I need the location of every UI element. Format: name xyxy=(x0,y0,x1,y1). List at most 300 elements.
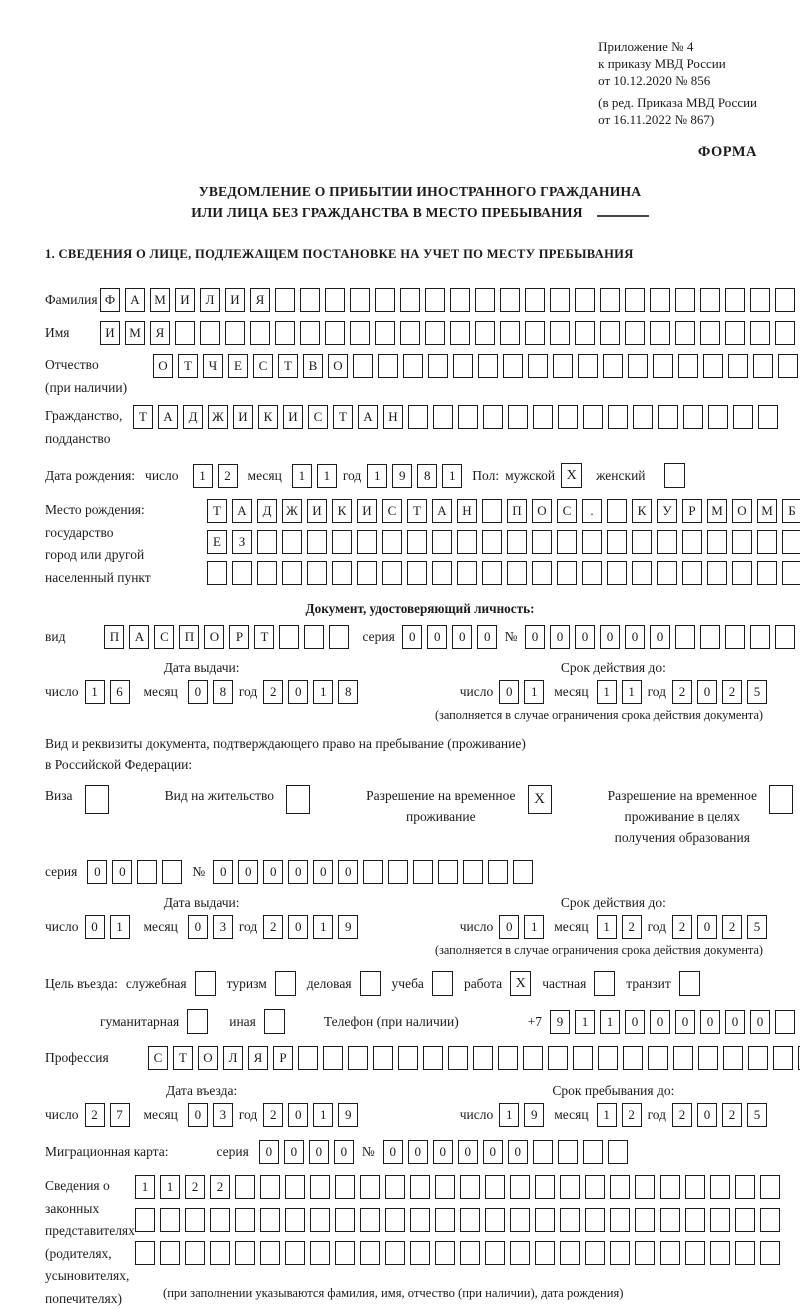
char-cell[interactable] xyxy=(675,288,695,312)
char-cell[interactable]: Н xyxy=(457,499,477,523)
char-cell[interactable] xyxy=(675,625,695,649)
char-cell[interactable] xyxy=(550,321,570,345)
char-cell[interactable] xyxy=(388,860,408,884)
char-cell[interactable] xyxy=(660,1175,680,1199)
char-cell[interactable] xyxy=(382,561,402,585)
char-cell[interactable]: 1 xyxy=(597,915,617,939)
char-cell[interactable]: 9 xyxy=(550,1010,570,1034)
char-cell[interactable] xyxy=(735,1175,755,1199)
char-cell[interactable] xyxy=(703,354,723,378)
char-cell[interactable] xyxy=(623,1046,643,1070)
char-cell[interactable] xyxy=(408,405,428,429)
char-cell[interactable]: 2 xyxy=(622,915,642,939)
char-cell[interactable] xyxy=(773,1046,793,1070)
char-cell[interactable] xyxy=(260,1208,280,1232)
char-cell[interactable] xyxy=(475,288,495,312)
char-cell[interactable] xyxy=(750,288,770,312)
doc-issue-day[interactable] xyxy=(85,680,130,704)
char-cell[interactable] xyxy=(453,354,473,378)
char-cell[interactable] xyxy=(360,1175,380,1199)
char-cell[interactable] xyxy=(582,561,602,585)
legal-reps-input-row3[interactable] xyxy=(135,1241,780,1265)
stay-until-month[interactable] xyxy=(597,1103,642,1127)
char-cell[interactable] xyxy=(610,1241,630,1265)
char-cell[interactable] xyxy=(675,321,695,345)
char-cell[interactable] xyxy=(403,354,423,378)
char-cell[interactable]: 2 xyxy=(85,1103,105,1127)
char-cell[interactable] xyxy=(535,1241,555,1265)
char-cell[interactable] xyxy=(653,354,673,378)
char-cell[interactable] xyxy=(735,1241,755,1265)
residence-issue-year[interactable] xyxy=(263,915,358,939)
char-cell[interactable] xyxy=(307,530,327,554)
char-cell[interactable]: 2 xyxy=(263,680,283,704)
purpose-humanitarian-checkbox[interactable] xyxy=(187,1009,208,1034)
char-cell[interactable] xyxy=(438,860,458,884)
purpose-transit-checkbox[interactable] xyxy=(679,971,700,996)
char-cell[interactable] xyxy=(335,1175,355,1199)
char-cell[interactable] xyxy=(583,1140,603,1164)
char-cell[interactable] xyxy=(585,1175,605,1199)
residence-expiry-month[interactable] xyxy=(597,915,642,939)
char-cell[interactable] xyxy=(257,561,277,585)
char-cell[interactable] xyxy=(323,1046,343,1070)
char-cell[interactable] xyxy=(207,561,227,585)
char-cell[interactable] xyxy=(162,860,182,884)
char-cell[interactable] xyxy=(507,561,527,585)
char-cell[interactable] xyxy=(648,1046,668,1070)
char-cell[interactable]: 0 xyxy=(600,625,620,649)
char-cell[interactable] xyxy=(360,1241,380,1265)
char-cell[interactable] xyxy=(775,288,795,312)
char-cell[interactable] xyxy=(557,530,577,554)
char-cell[interactable] xyxy=(463,860,483,884)
char-cell[interactable]: 0 xyxy=(508,1140,528,1164)
residence-number-input[interactable] xyxy=(213,860,533,884)
char-cell[interactable]: 0 xyxy=(259,1140,279,1164)
char-cell[interactable] xyxy=(235,1241,255,1265)
char-cell[interactable] xyxy=(460,1208,480,1232)
char-cell[interactable]: К xyxy=(258,405,278,429)
char-cell[interactable]: А xyxy=(432,499,452,523)
char-cell[interactable] xyxy=(700,625,720,649)
char-cell[interactable]: 0 xyxy=(263,860,283,884)
char-cell[interactable] xyxy=(425,321,445,345)
char-cell[interactable] xyxy=(632,530,652,554)
purpose-private-checkbox[interactable] xyxy=(594,971,615,996)
char-cell[interactable]: . xyxy=(582,499,602,523)
char-cell[interactable] xyxy=(435,1241,455,1265)
sex-female-checkbox[interactable] xyxy=(664,463,685,488)
char-cell[interactable]: 0 xyxy=(284,1140,304,1164)
char-cell[interactable]: С xyxy=(557,499,577,523)
char-cell[interactable]: 9 xyxy=(392,464,412,488)
char-cell[interactable] xyxy=(485,1241,505,1265)
char-cell[interactable]: Р xyxy=(682,499,702,523)
char-cell[interactable]: 0 xyxy=(288,1103,308,1127)
char-cell[interactable] xyxy=(725,288,745,312)
char-cell[interactable] xyxy=(185,1208,205,1232)
char-cell[interactable]: П xyxy=(507,499,527,523)
char-cell[interactable]: 0 xyxy=(499,915,519,939)
char-cell[interactable] xyxy=(275,321,295,345)
char-cell[interactable]: О xyxy=(153,354,173,378)
char-cell[interactable] xyxy=(329,625,349,649)
char-cell[interactable] xyxy=(488,860,508,884)
char-cell[interactable]: 1 xyxy=(110,915,130,939)
char-cell[interactable]: О xyxy=(732,499,752,523)
char-cell[interactable]: 1 xyxy=(524,680,544,704)
char-cell[interactable]: 2 xyxy=(722,680,742,704)
char-cell[interactable]: 0 xyxy=(338,860,358,884)
legal-reps-input-row1[interactable] xyxy=(135,1175,780,1199)
char-cell[interactable] xyxy=(733,405,753,429)
char-cell[interactable]: 0 xyxy=(433,1140,453,1164)
char-cell[interactable]: В xyxy=(303,354,323,378)
char-cell[interactable] xyxy=(400,288,420,312)
char-cell[interactable] xyxy=(432,530,452,554)
char-cell[interactable] xyxy=(707,561,727,585)
char-cell[interactable] xyxy=(633,405,653,429)
char-cell[interactable] xyxy=(757,561,777,585)
char-cell[interactable] xyxy=(285,1241,305,1265)
char-cell[interactable] xyxy=(707,530,727,554)
char-cell[interactable] xyxy=(510,1208,530,1232)
char-cell[interactable]: У xyxy=(657,499,677,523)
char-cell[interactable]: 2 xyxy=(263,915,283,939)
char-cell[interactable] xyxy=(685,1175,705,1199)
char-cell[interactable]: 1 xyxy=(292,464,312,488)
char-cell[interactable]: Т xyxy=(278,354,298,378)
char-cell[interactable] xyxy=(378,354,398,378)
residence-expiry-year[interactable] xyxy=(672,915,767,939)
sex-male-checkbox[interactable]: X xyxy=(561,463,582,488)
phone-input[interactable] xyxy=(550,1010,795,1034)
char-cell[interactable] xyxy=(385,1175,405,1199)
char-cell[interactable]: 0 xyxy=(188,1103,208,1127)
char-cell[interactable]: 0 xyxy=(725,1010,745,1034)
char-cell[interactable] xyxy=(750,321,770,345)
char-cell[interactable] xyxy=(137,860,157,884)
char-cell[interactable]: 0 xyxy=(288,860,308,884)
char-cell[interactable] xyxy=(760,1241,780,1265)
char-cell[interactable] xyxy=(723,1046,743,1070)
char-cell[interactable] xyxy=(160,1208,180,1232)
char-cell[interactable] xyxy=(583,405,603,429)
entry-year[interactable] xyxy=(263,1103,358,1127)
residence-issue-month[interactable] xyxy=(188,915,233,939)
char-cell[interactable] xyxy=(398,1046,418,1070)
doc-number-input[interactable] xyxy=(525,625,795,649)
char-cell[interactable]: С xyxy=(148,1046,168,1070)
char-cell[interactable]: 3 xyxy=(213,1103,233,1127)
name-input[interactable] xyxy=(100,321,795,345)
char-cell[interactable] xyxy=(775,625,795,649)
char-cell[interactable]: Д xyxy=(257,499,277,523)
char-cell[interactable] xyxy=(710,1208,730,1232)
char-cell[interactable]: Я xyxy=(150,321,170,345)
char-cell[interactable] xyxy=(485,1175,505,1199)
char-cell[interactable]: И xyxy=(233,405,253,429)
char-cell[interactable] xyxy=(285,1208,305,1232)
purpose-tourism-checkbox[interactable] xyxy=(275,971,296,996)
char-cell[interactable] xyxy=(528,354,548,378)
char-cell[interactable] xyxy=(578,354,598,378)
char-cell[interactable] xyxy=(225,321,245,345)
char-cell[interactable] xyxy=(550,288,570,312)
char-cell[interactable] xyxy=(682,561,702,585)
char-cell[interactable] xyxy=(778,354,798,378)
char-cell[interactable] xyxy=(357,530,377,554)
char-cell[interactable]: 0 xyxy=(477,625,497,649)
purpose-business-checkbox[interactable] xyxy=(360,971,381,996)
char-cell[interactable] xyxy=(760,1208,780,1232)
char-cell[interactable]: 2 xyxy=(722,1103,742,1127)
char-cell[interactable] xyxy=(585,1208,605,1232)
birth-place-input-row1[interactable] xyxy=(207,499,800,523)
char-cell[interactable] xyxy=(732,530,752,554)
birth-place-input-row2[interactable] xyxy=(207,530,800,554)
char-cell[interactable]: 2 xyxy=(672,1103,692,1127)
char-cell[interactable] xyxy=(235,1208,255,1232)
char-cell[interactable]: 1 xyxy=(597,680,617,704)
char-cell[interactable] xyxy=(600,288,620,312)
char-cell[interactable] xyxy=(413,860,433,884)
char-cell[interactable]: 1 xyxy=(597,1103,617,1127)
char-cell[interactable] xyxy=(335,1241,355,1265)
char-cell[interactable]: Т xyxy=(133,405,153,429)
char-cell[interactable] xyxy=(478,354,498,378)
char-cell[interactable] xyxy=(450,321,470,345)
char-cell[interactable] xyxy=(304,625,324,649)
char-cell[interactable]: 5 xyxy=(747,680,767,704)
char-cell[interactable] xyxy=(700,288,720,312)
char-cell[interactable]: 0 xyxy=(550,625,570,649)
char-cell[interactable] xyxy=(523,1046,543,1070)
char-cell[interactable] xyxy=(558,1140,578,1164)
char-cell[interactable] xyxy=(560,1208,580,1232)
char-cell[interactable]: 0 xyxy=(313,860,333,884)
char-cell[interactable]: Д xyxy=(183,405,203,429)
char-cell[interactable]: О xyxy=(204,625,224,649)
char-cell[interactable] xyxy=(760,1175,780,1199)
char-cell[interactable]: И xyxy=(225,288,245,312)
char-cell[interactable]: 0 xyxy=(402,625,422,649)
char-cell[interactable] xyxy=(553,354,573,378)
char-cell[interactable] xyxy=(635,1175,655,1199)
char-cell[interactable] xyxy=(600,321,620,345)
char-cell[interactable]: 2 xyxy=(722,915,742,939)
char-cell[interactable] xyxy=(298,1046,318,1070)
char-cell[interactable]: Я xyxy=(250,288,270,312)
char-cell[interactable] xyxy=(432,561,452,585)
char-cell[interactable] xyxy=(235,1175,255,1199)
char-cell[interactable] xyxy=(503,354,523,378)
char-cell[interactable]: 0 xyxy=(697,1103,717,1127)
char-cell[interactable]: 0 xyxy=(452,625,472,649)
char-cell[interactable]: 0 xyxy=(112,860,132,884)
char-cell[interactable]: 1 xyxy=(160,1175,180,1199)
char-cell[interactable]: 2 xyxy=(210,1175,230,1199)
char-cell[interactable]: К xyxy=(332,499,352,523)
char-cell[interactable]: 0 xyxy=(750,1010,770,1034)
char-cell[interactable]: А xyxy=(125,288,145,312)
char-cell[interactable]: М xyxy=(707,499,727,523)
char-cell[interactable] xyxy=(257,530,277,554)
char-cell[interactable]: Ж xyxy=(282,499,302,523)
entry-month[interactable] xyxy=(188,1103,233,1127)
stay-until-year[interactable] xyxy=(672,1103,767,1127)
char-cell[interactable]: 0 xyxy=(288,915,308,939)
char-cell[interactable] xyxy=(428,354,448,378)
char-cell[interactable] xyxy=(310,1175,330,1199)
char-cell[interactable]: 2 xyxy=(672,915,692,939)
char-cell[interactable]: 9 xyxy=(524,1103,544,1127)
char-cell[interactable]: 1 xyxy=(575,1010,595,1034)
char-cell[interactable] xyxy=(510,1175,530,1199)
profession-input[interactable] xyxy=(148,1046,800,1070)
char-cell[interactable] xyxy=(508,405,528,429)
char-cell[interactable] xyxy=(410,1241,430,1265)
char-cell[interactable] xyxy=(285,1175,305,1199)
doc-issue-year[interactable] xyxy=(263,680,358,704)
char-cell[interactable] xyxy=(678,354,698,378)
char-cell[interactable]: 0 xyxy=(188,680,208,704)
char-cell[interactable] xyxy=(373,1046,393,1070)
char-cell[interactable]: А xyxy=(358,405,378,429)
char-cell[interactable]: 0 xyxy=(288,680,308,704)
char-cell[interactable] xyxy=(325,321,345,345)
char-cell[interactable]: К xyxy=(632,499,652,523)
char-cell[interactable] xyxy=(250,321,270,345)
char-cell[interactable] xyxy=(407,530,427,554)
char-cell[interactable] xyxy=(457,561,477,585)
char-cell[interactable]: Т xyxy=(254,625,274,649)
char-cell[interactable]: А xyxy=(158,405,178,429)
char-cell[interactable]: 1 xyxy=(622,680,642,704)
char-cell[interactable]: Л xyxy=(223,1046,243,1070)
char-cell[interactable] xyxy=(548,1046,568,1070)
char-cell[interactable]: И xyxy=(175,288,195,312)
char-cell[interactable]: 2 xyxy=(622,1103,642,1127)
char-cell[interactable] xyxy=(385,1208,405,1232)
char-cell[interactable]: 5 xyxy=(747,1103,767,1127)
char-cell[interactable] xyxy=(628,354,648,378)
char-cell[interactable] xyxy=(407,561,427,585)
char-cell[interactable] xyxy=(363,860,383,884)
char-cell[interactable] xyxy=(332,530,352,554)
char-cell[interactable]: 0 xyxy=(575,625,595,649)
char-cell[interactable]: Н xyxy=(383,405,403,429)
char-cell[interactable] xyxy=(607,499,627,523)
char-cell[interactable] xyxy=(658,405,678,429)
char-cell[interactable]: Л xyxy=(200,288,220,312)
char-cell[interactable] xyxy=(457,530,477,554)
char-cell[interactable]: О xyxy=(198,1046,218,1070)
char-cell[interactable]: 0 xyxy=(383,1140,403,1164)
char-cell[interactable]: 2 xyxy=(263,1103,283,1127)
char-cell[interactable] xyxy=(348,1046,368,1070)
char-cell[interactable] xyxy=(350,321,370,345)
birth-month-input[interactable] xyxy=(292,464,337,488)
char-cell[interactable] xyxy=(448,1046,468,1070)
char-cell[interactable]: П xyxy=(179,625,199,649)
char-cell[interactable] xyxy=(335,1208,355,1232)
entry-day[interactable] xyxy=(85,1103,130,1127)
char-cell[interactable] xyxy=(758,405,778,429)
char-cell[interactable]: 0 xyxy=(458,1140,478,1164)
char-cell[interactable]: 0 xyxy=(650,625,670,649)
char-cell[interactable]: 0 xyxy=(625,1010,645,1034)
char-cell[interactable] xyxy=(708,405,728,429)
char-cell[interactable] xyxy=(300,321,320,345)
char-cell[interactable]: 6 xyxy=(110,680,130,704)
char-cell[interactable]: 1 xyxy=(85,680,105,704)
doc-kind-input[interactable] xyxy=(104,625,349,649)
char-cell[interactable]: 0 xyxy=(625,625,645,649)
char-cell[interactable] xyxy=(350,288,370,312)
char-cell[interactable] xyxy=(660,1241,680,1265)
char-cell[interactable] xyxy=(473,1046,493,1070)
char-cell[interactable]: 0 xyxy=(238,860,258,884)
char-cell[interactable] xyxy=(260,1175,280,1199)
char-cell[interactable] xyxy=(582,530,602,554)
char-cell[interactable] xyxy=(558,405,578,429)
char-cell[interactable] xyxy=(533,1140,553,1164)
doc-issue-month[interactable] xyxy=(188,680,233,704)
char-cell[interactable] xyxy=(700,321,720,345)
legal-reps-input-row2[interactable] xyxy=(135,1208,780,1232)
char-cell[interactable] xyxy=(310,1208,330,1232)
char-cell[interactable]: 0 xyxy=(427,625,447,649)
char-cell[interactable] xyxy=(610,1175,630,1199)
char-cell[interactable]: 3 xyxy=(213,915,233,939)
char-cell[interactable] xyxy=(532,561,552,585)
char-cell[interactable] xyxy=(175,321,195,345)
char-cell[interactable] xyxy=(458,405,478,429)
char-cell[interactable]: 1 xyxy=(193,464,213,488)
char-cell[interactable] xyxy=(410,1175,430,1199)
char-cell[interactable]: 8 xyxy=(213,680,233,704)
citizenship-input[interactable] xyxy=(133,405,778,429)
char-cell[interactable]: 1 xyxy=(442,464,462,488)
char-cell[interactable]: Т xyxy=(178,354,198,378)
char-cell[interactable] xyxy=(635,1241,655,1265)
char-cell[interactable]: И xyxy=(357,499,377,523)
char-cell[interactable] xyxy=(307,561,327,585)
char-cell[interactable]: 2 xyxy=(185,1175,205,1199)
char-cell[interactable] xyxy=(210,1241,230,1265)
char-cell[interactable] xyxy=(607,561,627,585)
char-cell[interactable]: 1 xyxy=(524,915,544,939)
char-cell[interactable] xyxy=(782,561,800,585)
char-cell[interactable]: Т xyxy=(207,499,227,523)
char-cell[interactable] xyxy=(357,561,377,585)
char-cell[interactable]: С xyxy=(253,354,273,378)
birth-place-input-row3[interactable] xyxy=(207,561,800,585)
residence-series-input[interactable] xyxy=(87,860,182,884)
char-cell[interactable] xyxy=(375,288,395,312)
birth-day-input[interactable] xyxy=(193,464,238,488)
char-cell[interactable] xyxy=(325,288,345,312)
char-cell[interactable] xyxy=(300,288,320,312)
char-cell[interactable] xyxy=(775,1010,795,1034)
char-cell[interactable]: М xyxy=(150,288,170,312)
char-cell[interactable]: 0 xyxy=(408,1140,428,1164)
char-cell[interactable]: Р xyxy=(229,625,249,649)
char-cell[interactable] xyxy=(510,1241,530,1265)
visa-checkbox[interactable] xyxy=(85,785,109,814)
